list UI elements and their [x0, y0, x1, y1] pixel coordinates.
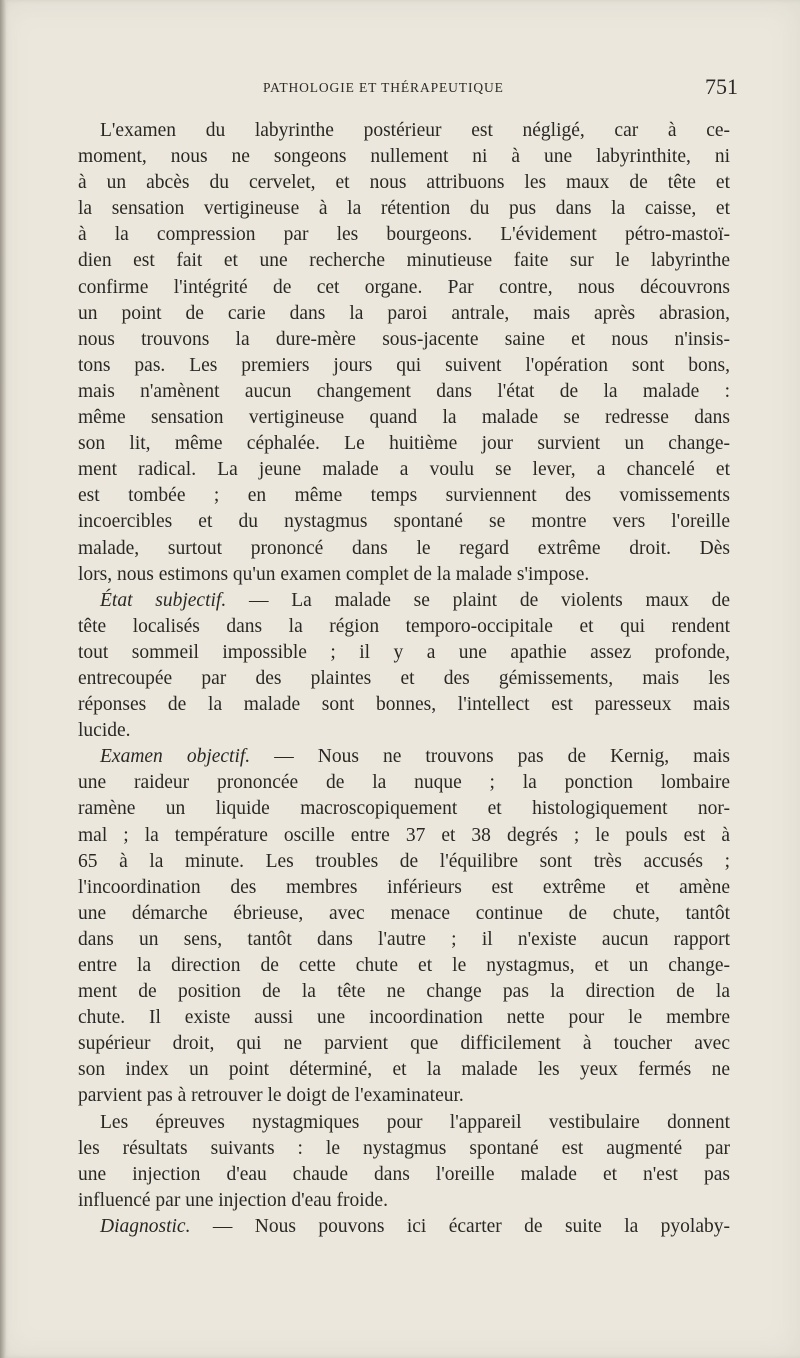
- text-line: [78, 562, 730, 588]
- line-text: — Nous ne trouvons pas de Kernig, mais: [250, 746, 730, 768]
- text-line: [78, 248, 730, 274]
- section-heading: Examen objectif.: [100, 746, 251, 768]
- text-line: [78, 327, 730, 353]
- line-text: — La malade se plaint de violents maux de: [226, 589, 730, 611]
- text-line: [78, 275, 730, 301]
- running-title: PATHOLOGIE ET THÉRAPEUTIQUE: [263, 80, 504, 95]
- text-line: [78, 927, 730, 953]
- text-line: [78, 1031, 730, 1057]
- line-text: une démarche ébrieuse, avec menace continue de chute, tantôt: [78, 902, 730, 924]
- text-line: [78, 483, 730, 509]
- line-text: l'incoordination des membres inférieurs est extrême et amène: [78, 876, 730, 898]
- text-line: [78, 1083, 730, 1109]
- line-text: est tombée ; en même temps surviennent des vomissements: [78, 485, 730, 507]
- page-number: 751: [705, 74, 738, 99]
- line-text: tout sommeil impossible ; il y a une apathie assez profonde,: [78, 641, 730, 663]
- text-line: [78, 744, 730, 770]
- text-line: [78, 301, 730, 327]
- text-line: [78, 1214, 730, 1240]
- section-heading: État subjectif.: [100, 589, 227, 611]
- line-text: ment de position de la tête ne change pas la direction de la: [78, 981, 730, 1003]
- line-text: chute. Il existe aussi une incoordination nette pour le membre: [78, 1007, 730, 1029]
- text-line: [78, 770, 730, 796]
- text-line: [78, 1136, 730, 1162]
- text-line: [78, 979, 730, 1005]
- text-line: [78, 118, 730, 144]
- line-text: un point de carie dans la paroi antrale, mais après abrasion,: [78, 302, 730, 324]
- running-head: [78, 74, 738, 104]
- text-line: [78, 405, 730, 431]
- line-text: lors, nous estimons qu'un examen complet de la malade s'impose.: [78, 563, 590, 585]
- text-line: [78, 588, 730, 614]
- text-line: [78, 692, 730, 718]
- text-line: [78, 796, 730, 822]
- line-text: à la compression par les bourgeons. L'évidement pétro-mastoï-: [78, 224, 730, 246]
- line-text: tons pas. Les premiers jours qui suivent l'opération sont bons,: [78, 354, 730, 376]
- text-line: [78, 1110, 730, 1136]
- line-text: parvient pas à retrouver le doigt de l'examinateur.: [78, 1085, 464, 1107]
- line-text: influencé par une injection d'eau froide.: [78, 1189, 388, 1211]
- text-line: [78, 379, 730, 405]
- line-text: malade, surtout prononcé dans le regard extrême droit. Dès: [78, 537, 730, 559]
- line-text: 65 à la minute. Les troubles de l'équilibre sont très accusés ;: [78, 850, 730, 872]
- line-text: tête localisés dans la région temporo-occipitale et qui rendent: [78, 615, 730, 637]
- line-text: la sensation vertigineuse à la rétention du pus dans la caisse, et: [78, 198, 730, 220]
- line-text: une raideur prononcée de la nuque ; la ponction lombaire: [78, 772, 730, 794]
- line-text: L'examen du labyrinthe postérieur est négligé, car à ce-: [100, 120, 730, 141]
- text-line: [78, 875, 730, 901]
- text-line: [78, 1188, 730, 1214]
- line-text: ramène un liquide macroscopiquement et histologiquement nor-: [78, 798, 730, 820]
- line-text: réponses de la malade sont bonnes, l'intellect est paresseux mais: [78, 694, 730, 716]
- text-line: [78, 953, 730, 979]
- text-line: [78, 509, 730, 535]
- line-text: confirme l'intégrité de cet organe. Par contre, nous découvrons: [78, 276, 730, 298]
- line-text: — Nous pouvons ici écarter de suite la pyolaby-: [190, 1215, 730, 1237]
- line-text: ment radical. La jeune malade a voulu se lever, a chancelé et: [78, 459, 730, 481]
- line-text: supérieur droit, qui ne parvient que difficilement à toucher avec: [78, 1033, 730, 1055]
- text-line: [78, 536, 730, 562]
- line-text: même sensation vertigineuse quand la malade se redresse dans: [78, 407, 730, 429]
- text-line: [78, 1057, 730, 1083]
- text-line: [78, 666, 730, 692]
- line-text: mal ; la température oscille entre 37 et 38 degrés ; le pouls est à: [78, 824, 730, 846]
- line-text: entre la direction de cette chute et le nystagmus, et un change-: [78, 955, 730, 976]
- text-line: [78, 901, 730, 927]
- text-line: [78, 718, 730, 744]
- text-line: [78, 849, 730, 875]
- section-heading: Diagnostic.: [100, 1215, 191, 1237]
- line-text: dien est fait et une recherche minutieuse faite sur le labyrinthe: [78, 250, 730, 272]
- line-text: lucide.: [78, 720, 131, 742]
- text-line: [78, 353, 730, 379]
- text-line: [78, 1162, 730, 1188]
- text-line: [78, 640, 730, 666]
- text-line: [78, 170, 730, 196]
- text-line: [78, 614, 730, 640]
- text-line: [78, 222, 730, 248]
- line-text: mais n'amènent aucun changement dans l'état de la malade :: [78, 380, 730, 402]
- line-text: incoercibles et du nystagmus spontané se montre vers l'oreille: [78, 511, 730, 533]
- line-text: son lit, même céphalée. Le huitième jour survient un change-: [78, 433, 730, 455]
- line-text: à un abcès du cervelet, et nous attribuons les maux de tête et: [78, 172, 730, 194]
- line-text: Les épreuves nystagmiques pour l'appareil vestibulaire donnent: [100, 1111, 730, 1133]
- line-text: les résultats suivants : le nystagmus spontané est augmenté par: [78, 1137, 730, 1159]
- line-text: nous trouvons la dure-mère sous-jacente saine et nous n'insis-: [78, 328, 730, 350]
- line-text: dans un sens, tantôt dans l'autre ; il n'existe aucun rapport: [78, 928, 730, 950]
- text-line: [78, 196, 730, 222]
- text-line: [78, 457, 730, 483]
- line-text: son index un point déterminé, et la malade les yeux fermés ne: [78, 1059, 730, 1081]
- body-text: [78, 118, 730, 1240]
- text-line: [78, 1005, 730, 1031]
- line-text: une injection d'eau chaude dans l'oreille malade et n'est pas: [78, 1163, 730, 1185]
- text-line: [78, 823, 730, 849]
- page-binding-edge: [0, 0, 6, 1358]
- text-line: [78, 431, 730, 457]
- line-text: moment, nous ne songeons nullement ni à une labyrinthite, ni: [78, 146, 730, 168]
- text-line: [78, 144, 730, 170]
- line-text: entrecoupée par des plaintes et des gémissements, mais les: [78, 667, 730, 689]
